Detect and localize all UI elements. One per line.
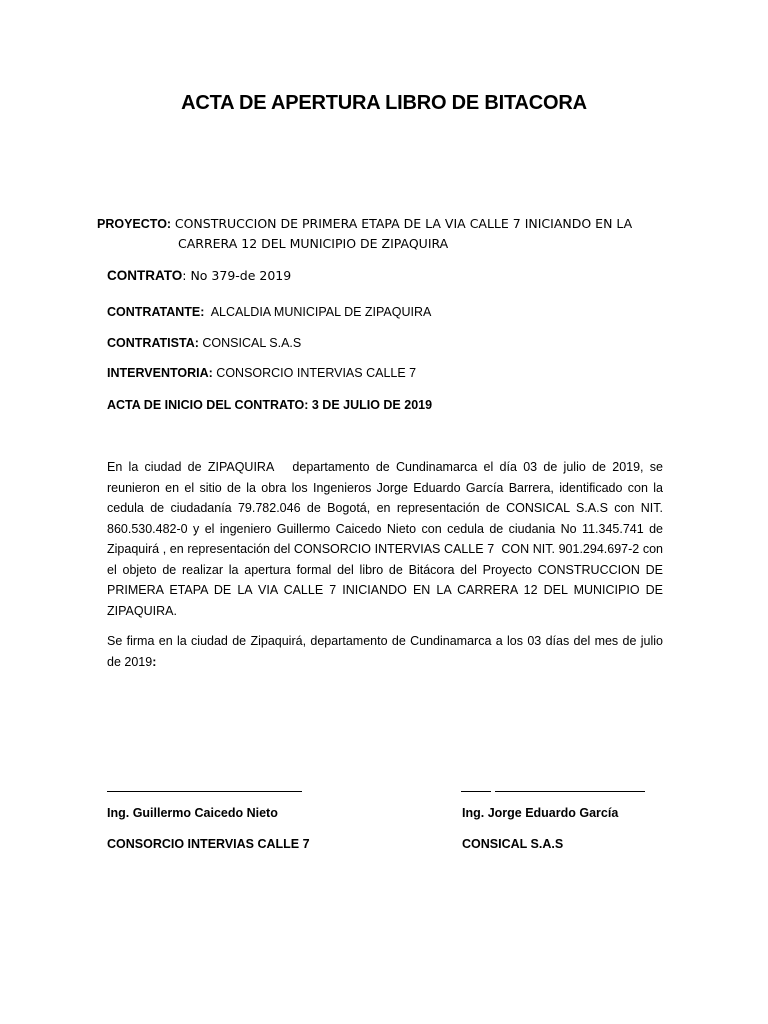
body-paragraph-2	[107, 631, 663, 672]
acta-inicio-label: ACTA DE INICIO DEL CONTRATO:	[107, 398, 309, 412]
interventoria-label: INTERVENTORIA:	[107, 366, 213, 380]
interventoria-value: CONSORCIO INTERVIAS CALLE 7	[212, 366, 417, 380]
contrato-value: No 379-de 2019	[186, 268, 292, 283]
signature-line-left	[107, 791, 302, 792]
contratante-value: ALCALDIA MUNICIPAL DE ZIPAQUIRA	[204, 305, 432, 319]
contrato-label: CONTRATO	[107, 268, 183, 283]
contratante-label: CONTRATANTE:	[107, 305, 205, 319]
signer-left-org: CONSORCIO INTERVIAS CALLE 7	[107, 837, 310, 851]
interventoria-field	[107, 366, 416, 380]
contrato-colon: :	[182, 268, 187, 283]
signer-right-org: CONSICAL S.A.S	[462, 837, 564, 851]
document-title: ACTA DE APERTURA LIBRO DE BITACORA	[181, 92, 587, 114]
acta-inicio-field	[107, 398, 432, 412]
contrato-field	[107, 268, 291, 283]
body-paragraph-1: En la ciudad de ZIPAQUIRA departamento de Cundinamarca el día 03 de julio de 2019, se reunieron en el sitio de la obra los Ingenieros Jorge Eduardo García Barrera, identificado con la cedula de ciudadanía 79.782.046 de Bogotá, en representación de CONSICAL S.A.S con NIT. 860.530.482-0 y el ingeniero Guillermo Caicedo Nieto con cedula de ciudania No 11.345.741 de Zipaquirá , en representación del CONSORCIO INTERVIAS CALLE 7 CON NIT. 901.294.697-2 con el objeto de realizar la apertura formal del libro de Bitácora del Proyecto CONSTRUCCION DE PRIMERA ETAPA DE LA VIA CALLE 7 INICIANDO EN LA CARRERA 12 DEL MUNICIPIO DE ZIPAQUIRA.	[107, 460, 670, 618]
signing-statement-colon: :	[152, 654, 157, 669]
signature-line-right	[495, 791, 645, 792]
proyecto-label: PROYECTO:	[97, 217, 172, 231]
proyecto-value-line2: CARRERA 12 DEL MUNICIPIO DE ZIPAQUIRA	[178, 236, 449, 251]
signer-left-name: Ing. Guillermo Caicedo Nieto	[107, 806, 278, 820]
contratista-label: CONTRATISTA:	[107, 336, 199, 350]
acta-inicio-value: 3 DE JULIO DE 2019	[308, 398, 433, 412]
proyecto-value-line1: CONSTRUCCION DE PRIMERA ETAPA DE LA VIA CALLE 7 INICIANDO EN LA	[174, 216, 633, 231]
contratante-field	[107, 305, 431, 319]
signature-line-right-short	[461, 791, 491, 792]
contratista-field	[107, 336, 301, 350]
signing-statement: Se firma en la ciudad de Zipaquirá, departamento de Cundinamarca a los 03 días del mes de julio de 2019	[107, 634, 663, 669]
proyecto-field	[97, 214, 677, 254]
signer-right-name: Ing. Jorge Eduardo García	[462, 806, 619, 820]
contratista-value: CONSICAL S.A.S	[198, 336, 302, 350]
